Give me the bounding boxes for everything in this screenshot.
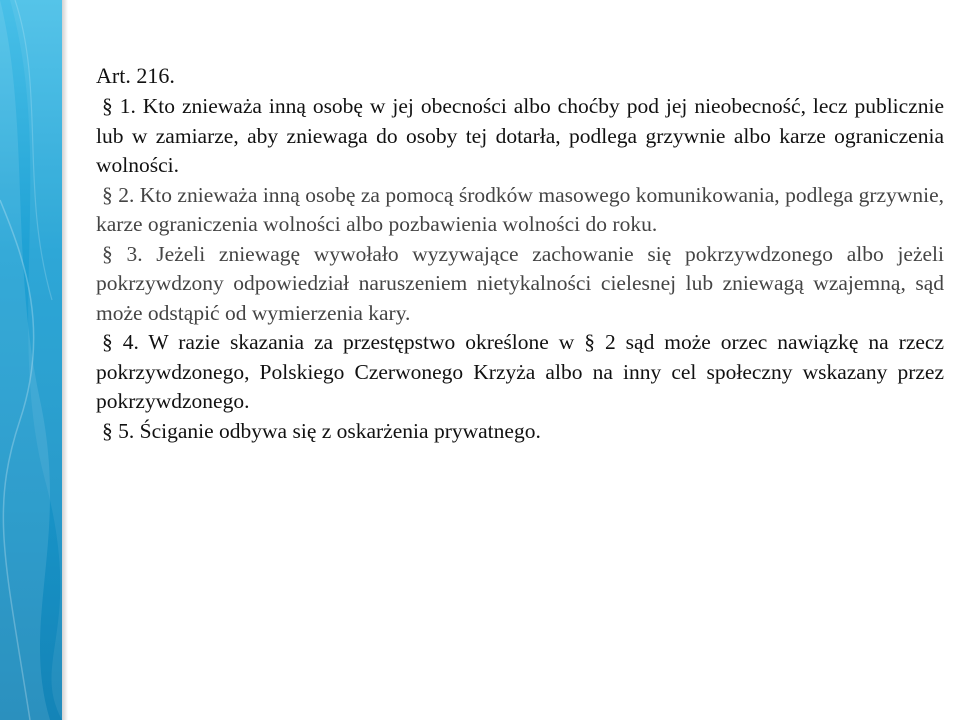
paragraph-5 — [96, 417, 944, 447]
section-symbol: § — [102, 182, 113, 207]
section-symbol: § — [102, 330, 113, 354]
section-symbol: § — [102, 94, 113, 118]
section-symbol: § — [102, 241, 113, 266]
paragraph-text: 5. Ściganie odbywa się z oskarżenia prywatnego. — [118, 418, 541, 443]
slide-content — [96, 60, 944, 446]
sidebar-shadow — [62, 0, 68, 720]
section-symbol: § — [102, 418, 113, 443]
paragraph-text: 4. W razie skazania za przestępstwo określone w § 2 sąd może orzec nawiązkę na rzecz pokrzywdzonego, Polskiego Czerwonego Krzyża albo na inny cel społeczny wskazany przez pokrzywdzonego. — [96, 330, 944, 413]
paragraph-text: 2. Kto znieważa inną osobę za pomocą środków masowego komunikowania, podlega grzywnie, karze ograniczenia wolności albo pozbawienia wolności do roku. — [96, 182, 944, 236]
paragraph-text: 1. Kto znieważa inną osobę w jej obecności albo choćby pod jej nieobecność, lecz publicznie lub w zamiarze, aby zniewaga do osoby tej dotarła, podlega grzywnie albo karze ograniczenia wolności. — [96, 94, 944, 177]
paragraph-1 — [96, 92, 944, 181]
article-title: Art. 216. — [96, 63, 175, 88]
paragraph-text: 3. Jeżeli zniewagę wywołało wyzywające zachowanie się pokrzywdzonego albo jeżeli pokrzywdzony odpowiedział naruszeniem nietykalności cielesnej lub zniewagą wzajemną, sąd może odstąpić od wymierzenia kary. — [96, 241, 944, 325]
decorative-sidebar — [0, 0, 62, 720]
sidebar-wave-decoration — [0, 0, 62, 720]
paragraph-3 — [96, 240, 944, 329]
paragraph-4 — [96, 328, 944, 417]
paragraph-2 — [96, 181, 944, 240]
